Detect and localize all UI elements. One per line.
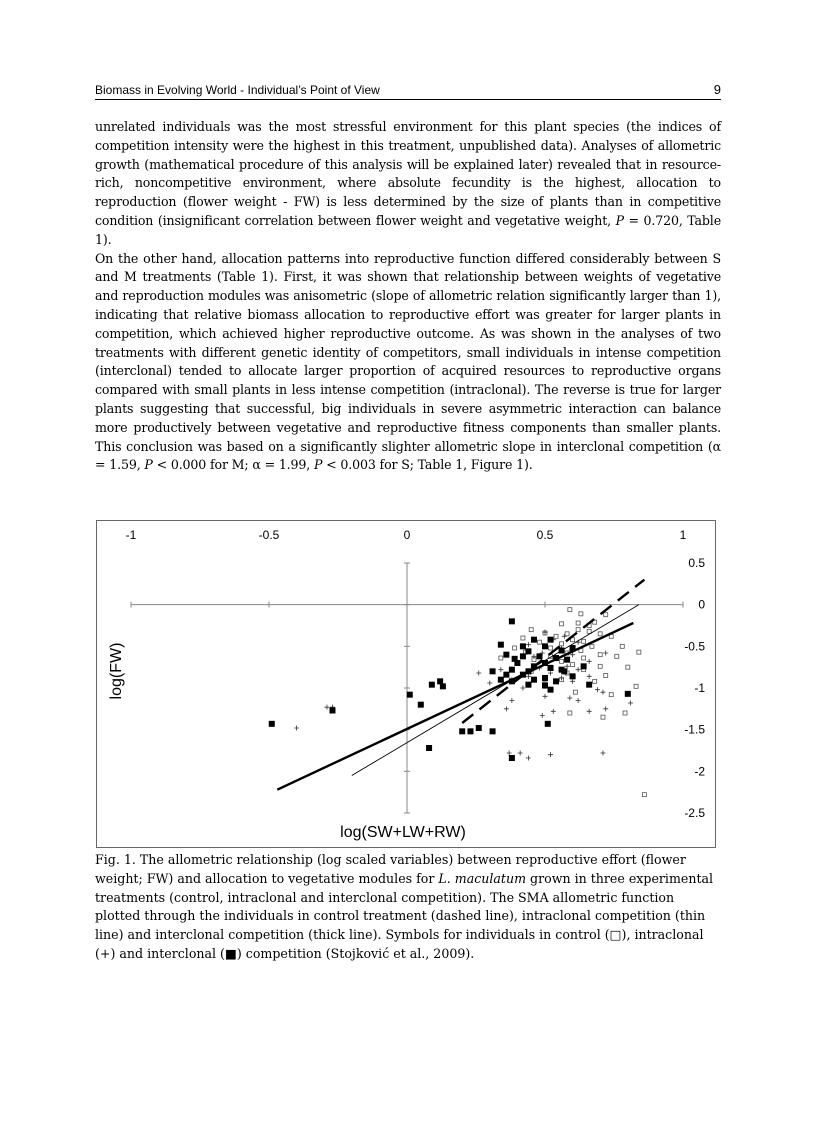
interclonal-point (440, 683, 446, 689)
control-point (582, 656, 586, 660)
y-tick-label: -2 (694, 764, 705, 779)
interclonal-point (426, 745, 432, 751)
interclonal-point (548, 665, 554, 671)
intraclonal-point (551, 709, 556, 714)
body-text (95, 118, 721, 475)
control-point (529, 628, 533, 632)
interclonal-point (418, 702, 424, 708)
running-title: Biomass in Evolving World - Individual’s Point of View (95, 83, 380, 97)
thick-sma-line (277, 623, 633, 790)
intraclonal-point (548, 671, 553, 676)
interclonal-point (525, 648, 531, 654)
interclonal-point (542, 643, 548, 649)
running-header (95, 79, 721, 100)
control-point (590, 644, 594, 648)
figure-caption (95, 851, 721, 964)
control-point (609, 693, 613, 697)
intraclonal-point (487, 681, 492, 686)
intraclonal-point (498, 667, 503, 672)
interclonal-point (498, 677, 504, 683)
control-point (576, 628, 580, 632)
interclonal-point (548, 687, 554, 693)
control-point (573, 690, 577, 694)
interclonal-point (548, 637, 554, 643)
control-point (623, 711, 627, 715)
y-tick-label: -1.5 (684, 722, 705, 737)
x-tick-label: -1 (125, 528, 137, 542)
control-point (513, 646, 517, 650)
intraclonal-point (603, 706, 608, 711)
intraclonal-point (518, 751, 523, 756)
intraclonal-point (570, 679, 575, 684)
interclonal-point (329, 708, 335, 714)
y-tick-label: -1 (694, 681, 705, 695)
interclonal-point (459, 728, 465, 734)
interclonal-point (531, 637, 537, 643)
interclonal-point (512, 656, 518, 662)
interclonal-point (503, 672, 509, 678)
intraclonal-point (587, 709, 592, 714)
interclonal-point (564, 657, 570, 663)
paragraph-text: On the other hand, allocation patterns into reproductive function differed considerably between S and M treatments (Table 1). First, it was shown that relationship between weights of vegetative and reproduction modules was anisometric (slope of allometric relation significantly larger than 1), indicating that relative biomass allocation to reproductive effort was greater for larger plants in competition, which achieved higher reproductive outcome. As was shown in the analyses of two treatments with different genetic identity of competitors, small individuals in intense competition (interclonal) tended to allocate larger proportion of acquired resources to reproductive organs compared with small plants in less intense competition (intraclonal). The reverse is true for larger plants suggesting that successful, big individuals in severe asymmetric interaction can balance more productively between vegetative and reproductive fitness components than smaller plants. This conclusion was based on a significantly slighter allometric slope in interclonal competition (α = 1.59, (95, 250, 721, 473)
control-point (499, 656, 503, 660)
paragraph-2 (95, 250, 721, 476)
control-point (579, 612, 583, 616)
interclonal-point (509, 618, 515, 624)
interclonal-point (498, 642, 504, 648)
intraclonal-point (576, 667, 581, 672)
control-point (626, 665, 630, 669)
caption-text: grown in three experimental treatments (control, intraclonal and interclonal competition). The SMA allometric function plotted through the individuals in control treatment (dashed line), intraclonal competition (thin line) and interclonal competition (thick line). Symbols for individuals in control (□), intraclonal (+) and interclonal (■) competition (Stojković et al., 2009). (95, 870, 714, 961)
interclonal-point (509, 667, 515, 673)
interclonal-point (531, 677, 537, 683)
control-point (593, 679, 597, 683)
interclonal-point (509, 755, 515, 761)
control-point (598, 653, 602, 657)
control-point (560, 659, 564, 663)
intraclonal-point (548, 752, 553, 757)
intraclonal-point (476, 671, 481, 676)
y-tick-label: 0 (698, 597, 705, 612)
intraclonal-point (324, 705, 329, 710)
paragraph-text: < 0.003 for S; Table 1, Figure 1). (322, 457, 533, 473)
intraclonal-point (504, 706, 509, 711)
figure-1 (96, 520, 716, 848)
control-point (571, 663, 575, 667)
control-point (598, 664, 602, 668)
y-tick-label: 0.5 (688, 556, 705, 570)
interclonal-point (542, 675, 548, 681)
interclonal-point (269, 721, 275, 727)
italic-p: P (144, 457, 153, 473)
control-point (521, 636, 525, 640)
interclonal-point (407, 692, 413, 698)
intraclonal-point (603, 651, 608, 656)
intraclonal-point (562, 634, 567, 639)
intraclonal-point (587, 659, 592, 664)
paragraph-text: < 0.000 for M; α = 1.99, (152, 457, 314, 473)
x-tick-label: 0 (403, 528, 411, 542)
interclonal-point (581, 663, 587, 669)
control-point (568, 711, 572, 715)
interclonal-point (525, 682, 531, 688)
caption-paragraph (95, 851, 721, 964)
intraclonal-point (628, 701, 633, 706)
interclonal-point (490, 668, 496, 674)
control-point (598, 632, 602, 636)
x-tick-label: -0.5 (258, 528, 280, 542)
y-tick-label: -2.5 (684, 806, 705, 820)
intraclonal-point (587, 674, 592, 679)
interclonal-point (570, 673, 576, 679)
control-point (604, 613, 608, 617)
control-point (604, 674, 608, 678)
control-point (582, 639, 586, 643)
control-point (554, 634, 558, 638)
control-point (560, 622, 564, 626)
intraclonal-point (543, 694, 548, 699)
intraclonal-point (526, 756, 531, 761)
interclonal-point (536, 653, 542, 659)
allometric-scatter-chart (97, 521, 715, 847)
italic-p: P (615, 212, 624, 228)
interclonal-point (429, 682, 435, 688)
intraclonal-point (600, 690, 605, 695)
interclonal-point (520, 653, 526, 659)
interclonal-point (553, 678, 559, 684)
intraclonal-point (565, 664, 570, 669)
intraclonal-point (567, 696, 572, 701)
intraclonal-point (520, 686, 525, 691)
intraclonal-point (595, 687, 600, 692)
control-point (549, 646, 553, 650)
control-point (615, 654, 619, 658)
interclonal-point (520, 643, 526, 649)
paragraph-1 (95, 118, 721, 250)
caption-text: Fig. 1. The allometric relationship (log scaled variables) between reproductive effort (flower weight; FW) and allocation to vegetative modules for (95, 852, 686, 886)
intraclonal-point (526, 674, 531, 679)
y-axis-title: log(FW) (108, 642, 125, 700)
control-point (576, 621, 580, 625)
x-tick-label: 0.5 (536, 528, 554, 542)
control-point (620, 644, 624, 648)
control-point (587, 629, 591, 633)
intraclonal-point (600, 751, 605, 756)
control-point (642, 793, 646, 797)
y-tick-label: -0.5 (684, 639, 705, 654)
control-point (537, 640, 541, 644)
control-point (568, 608, 572, 612)
interclonal-point (625, 691, 631, 697)
interclonal-point (586, 682, 592, 688)
interclonal-point (503, 652, 509, 658)
intraclonal-point (526, 642, 531, 647)
control-point (601, 715, 605, 719)
species-name: L. maculatum (438, 870, 527, 886)
interclonal-point (490, 728, 496, 734)
x-tick-label: 1 (679, 528, 687, 542)
control-point (565, 632, 569, 636)
control-point (560, 642, 564, 646)
thin-sma-line (352, 605, 639, 776)
interclonal-point (561, 668, 567, 674)
interclonal-point (476, 725, 482, 731)
control-point (634, 684, 638, 688)
paragraph-text: = 0.720, Table 1). (95, 212, 721, 247)
control-point (637, 650, 641, 654)
paragraph-text: unrelated individuals was the most stressful environment for this plant species (the indices of competition intensity were the highest in this treatment, unpublished data). Analyses of allometric growth (mathematical procedure of this analysis will be explained later) revealed that in resource-rich, noncompetitive environment, where absolute fecundity is the highest, allocation to reproduction (flower weight - FW) is less determined by the size of plants than in competitive condition (insignificant correlation between flower weight and vegetative weight, (95, 119, 721, 228)
intraclonal-point (509, 698, 514, 703)
intraclonal-point (540, 713, 545, 718)
dashed-sma-line (462, 580, 644, 723)
x-axis-title: log(SW+LW+RW) (340, 824, 466, 841)
intraclonal-point (576, 698, 581, 703)
intraclonal-point (294, 726, 299, 731)
page-number: 9 (713, 82, 721, 97)
interclonal-point (467, 728, 473, 734)
interclonal-point (542, 683, 548, 689)
intraclonal-point (507, 751, 512, 756)
interclonal-point (545, 721, 551, 727)
italic-p: P (313, 457, 323, 473)
